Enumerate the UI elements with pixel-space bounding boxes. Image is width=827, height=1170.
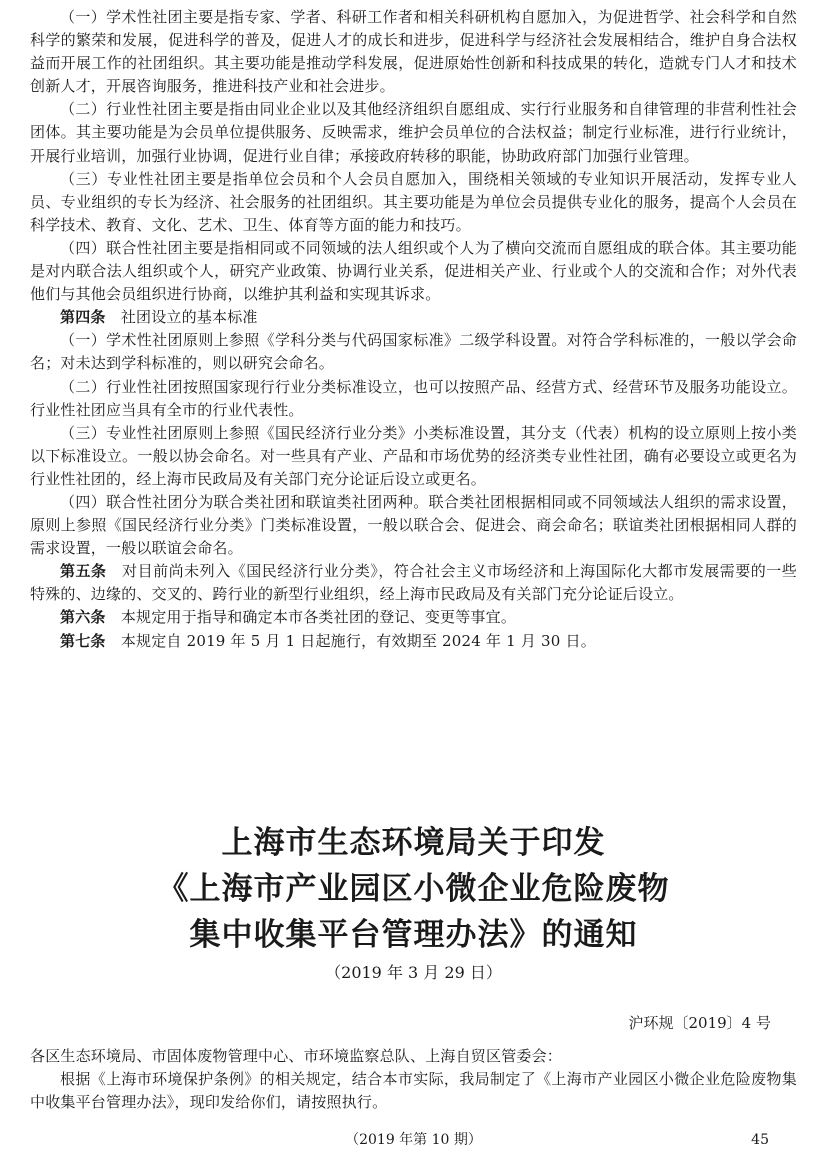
article-4-item-3: （三）专业性社团原则上参照《国民经济行业分类》小类标准设置，其分支（代表）机构的设立原则上按小类以下标准设立。一般以协会命名。对一些具有产业、产品和市场优势的经济类专业性社团，确有必要设立或更名为行业性社团的，经上海市民政局及有关部门充分论证后设立或更名。 xyxy=(30,423,797,488)
paragraph-industry-society: （二）行业性社团主要是指由同业企业以及其他经济组织自愿组成、实行行业服务和自律管理的非营利性社会团体。其主要功能是为会员单位提供服务、反映需求，维护会员单位的合法权益；制定行业标准，进行行业统计，开展行业培训，加强行业协调，促进行业自律；承接政府转移的职能，协助政府部门加强行业管理。 xyxy=(30,100,797,165)
notice-body xyxy=(30,1045,797,1114)
paragraph-professional-society: （三）专业性社团主要是指单位会员和个人会员自愿加入，围绕相关领域的专业知识开展活动，发挥专业人员、专业组织的专长为经济、社会服务的社团组织。其主要功能是为单位会员提供专业化的服务，提高个人会员在科学技术、教育、文化、艺术、卫生、体育等方面的能力和技巧。 xyxy=(30,169,797,234)
article-7-number: 第七条 xyxy=(60,631,106,650)
article-4-item-1: （一）学术性社团原则上参照《学科分类与代码国家标准》二级学科设置。对符合学科标准的，一般以学会命名；对未达到学科标准的，则以研究会命名。 xyxy=(30,331,797,373)
article-6 xyxy=(30,606,797,629)
document-number: 沪环规〔2019〕4 号 xyxy=(628,1014,771,1032)
regulation-text xyxy=(30,6,797,653)
notice-title-line-2: 《上海市产业园区小微企业危险废物 xyxy=(157,871,670,907)
notice-addressees: 各区生态环境局、市固体废物管理中心、市环境监察总队、上海自贸区管委会： xyxy=(30,1047,563,1065)
article-4-item-2: （二）行业性社团按照国家现行行业分类标准设立，也可以按照产品、经营方式、经营环节及服务功能设立。行业性社团应当具有全市的行业代表性。 xyxy=(30,377,797,419)
article-6-number: 第六条 xyxy=(60,608,106,627)
article-4-item-4: （四）联合性社团分为联合类社团和联谊类社团两种。联合类社团根据相同或不同领域法人组织的需求设置，原则上参照《国民经济行业分类》门类标准设置，一般以联合会、促进会、商会命名；联谊类社团根据相同人群的需求设置，一般以联谊会命名。 xyxy=(30,492,797,558)
notice-body-text: 根据《上海市环境保护条例》的相关规定，结合本市实际，我局制定了《上海市产业园区小微企业危险废物集中收集平台管理办法》，现印发给你们，请按照执行。 xyxy=(30,1070,797,1112)
page-number: 45 xyxy=(751,1132,769,1148)
footer-issue: （2019 年第 10 期） xyxy=(345,1132,482,1148)
notice-date: （2019 年 3 月 29 日） xyxy=(325,963,502,982)
article-5 xyxy=(30,560,797,606)
notice-title-line-1: 上海市生态环境局关于印发 xyxy=(221,825,606,861)
paragraph-academic-society: （一）学术性社团主要是指专家、学者、科研工作者和相关科研机构自愿加入，为促进哲学、社会科学和自然科学的繁荣和发展，促进科学的普及，促进人才的成长和进步，促进科学与经济社会发展相结合，维护自身合法权益而开展工作的社团组织。其主要功能是推动学科发展，促进原始性创新和科技成果的转化，造就专门人才和技术创新人才，开展咨询服务，推进科技产业和社会进步。 xyxy=(30,8,797,96)
article-6-text: 本规定用于指导和确定本市各类社团的登记、变更等事宜。 xyxy=(120,608,517,627)
article-5-number: 第五条 xyxy=(60,562,107,581)
article-5-text: 对目前尚未列入《国民经济行业分类》，符合社会主义市场经济和上海国际化大都市发展需要的一些特殊的、边缘的、交叉的、跨行业的新型行业组织，经上海市民政局及有关部门充分论证后设立。 xyxy=(30,562,798,604)
article-7-text: 本规定自 2019 年 5 月 1 日起施行，有效期至 2024 年 1 月 30 日。 xyxy=(120,631,596,650)
article-4-heading xyxy=(30,306,797,329)
article-4-title: 社团设立的基本标准 xyxy=(120,308,258,327)
notice-title-block xyxy=(30,820,797,986)
article-7 xyxy=(30,630,797,653)
article-4-number: 第四条 xyxy=(60,308,106,327)
document-page xyxy=(30,0,797,1170)
notice-title-line-3: 集中收集平台管理办法》的通知 xyxy=(189,917,638,953)
paragraph-joint-society: （四）联合性社团主要是指相同或不同领域的法人组织或个人为了横向交流而自愿组成的联合体。其主要功能是对内联合法人组织或个人，研究产业政策、协调行业关系，促进相关产业、行业或个人的交流和合作；对外代表他们与其他会员组织进行协商，以维护其利益和实现其诉求。 xyxy=(30,238,797,304)
